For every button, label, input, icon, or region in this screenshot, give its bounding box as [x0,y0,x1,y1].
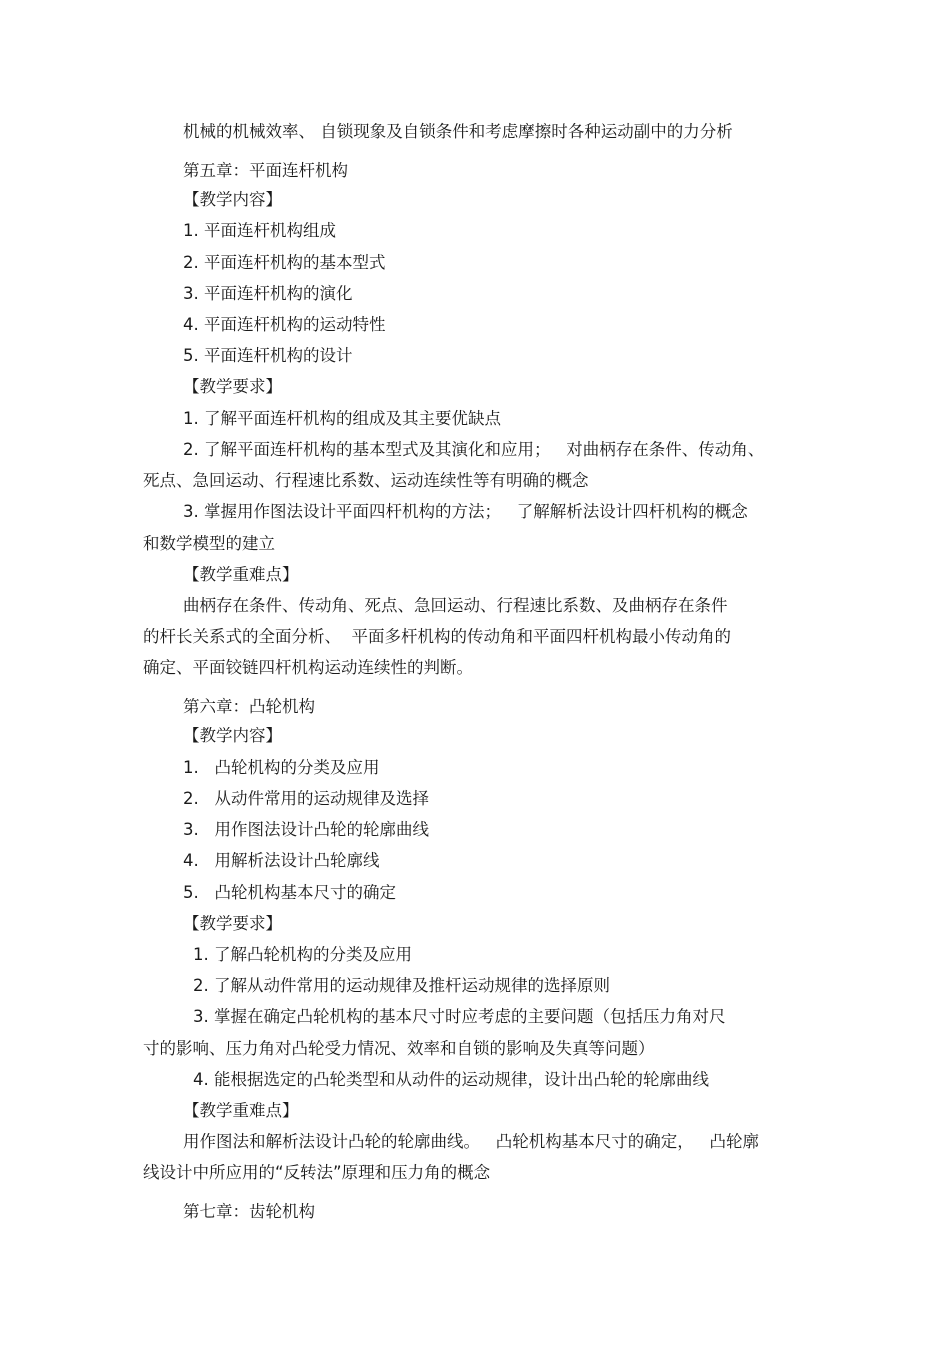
list-item: 4. 用解析法设计凸轮廓线 [183,851,380,870]
list-item: 3. 掌握在确定凸轮机构的基本尺寸时应考虑的主要问题（包括压力角对尺 [193,1007,726,1026]
list-item: 1. 了解平面连杆机构的组成及其主要优缺点 [183,409,501,428]
list-item: 4. 平面连杆机构的运动特性 [183,315,386,334]
list-item: 2. 了解从动件常用的运动规律及推杆运动规律的选择原则 [193,976,610,995]
chapter-heading: 第七章：齿轮机构 [183,1202,315,1221]
chapter-heading: 第五章：平面连杆机构 [183,161,348,180]
text-line: 确定、平面铰链四杆机构运动连续性的判断。 [143,658,473,677]
list-item: 1. 平面连杆机构组成 [183,221,336,240]
section-label: 【教学内容】 [183,190,282,209]
text-line: 机械的机械效率、 自锁现象及自锁条件和考虑摩擦时各种运动副中的力分析 [183,122,733,141]
list-item: 3. 平面连杆机构的演化 [183,284,353,303]
section-label: 【教学要求】 [183,377,282,396]
section-label: 【教学要求】 [183,914,282,933]
text-line: 和数学模型的建立 [143,534,275,553]
text-line: 线设计中所应用的“反转法”原理和压力角的概念 [143,1163,491,1182]
text-line: 曲柄存在条件、传动角、死点、急回运动、行程速比系数、及曲柄存在条件 [183,596,728,615]
list-item: 2. 了解平面连杆机构的基本型式及其演化和应用； 对曲柄存在条件、传动角、 [183,440,765,459]
text-line: 死点、急回运动、行程速比系数、运动连续性等有明确的概念 [143,471,589,490]
list-item: 3. 用作图法设计凸轮的轮廓曲线 [183,820,429,839]
text-line: 寸的影响、压力角对凸轮受力情况、效率和自锁的影响及失真等问题） [143,1039,655,1058]
list-item: 3. 掌握用作图法设计平面四杆机构的方法； 了解解析法设计四杆机构的概念 [183,502,748,521]
chapter-heading: 第六章：凸轮机构 [183,697,315,716]
list-item: 1. 了解凸轮机构的分类及应用 [193,945,412,964]
section-label: 【教学重难点】 [183,565,299,584]
list-item: 1. 凸轮机构的分类及应用 [183,758,380,777]
list-item: 2. 平面连杆机构的基本型式 [183,253,386,272]
text-line: 的杆长关系式的全面分析、 平面多杆机构的传动角和平面四杆机构最小传动角的 [143,627,731,646]
list-item: 4. 能根据选定的凸轮类型和从动件的运动规律，设计出凸轮的轮廓曲线 [193,1070,709,1089]
list-item: 5. 凸轮机构基本尺寸的确定 [183,883,396,902]
list-item: 5. 平面连杆机构的设计 [183,346,353,365]
section-label: 【教学重难点】 [183,1101,299,1120]
section-label: 【教学内容】 [183,726,282,745]
list-item: 2. 从动件常用的运动规律及选择 [183,789,429,808]
text-line: 用作图法和解析法设计凸轮的轮廓曲线。 凸轮机构基本尺寸的确定， 凸轮廓 [183,1132,759,1151]
